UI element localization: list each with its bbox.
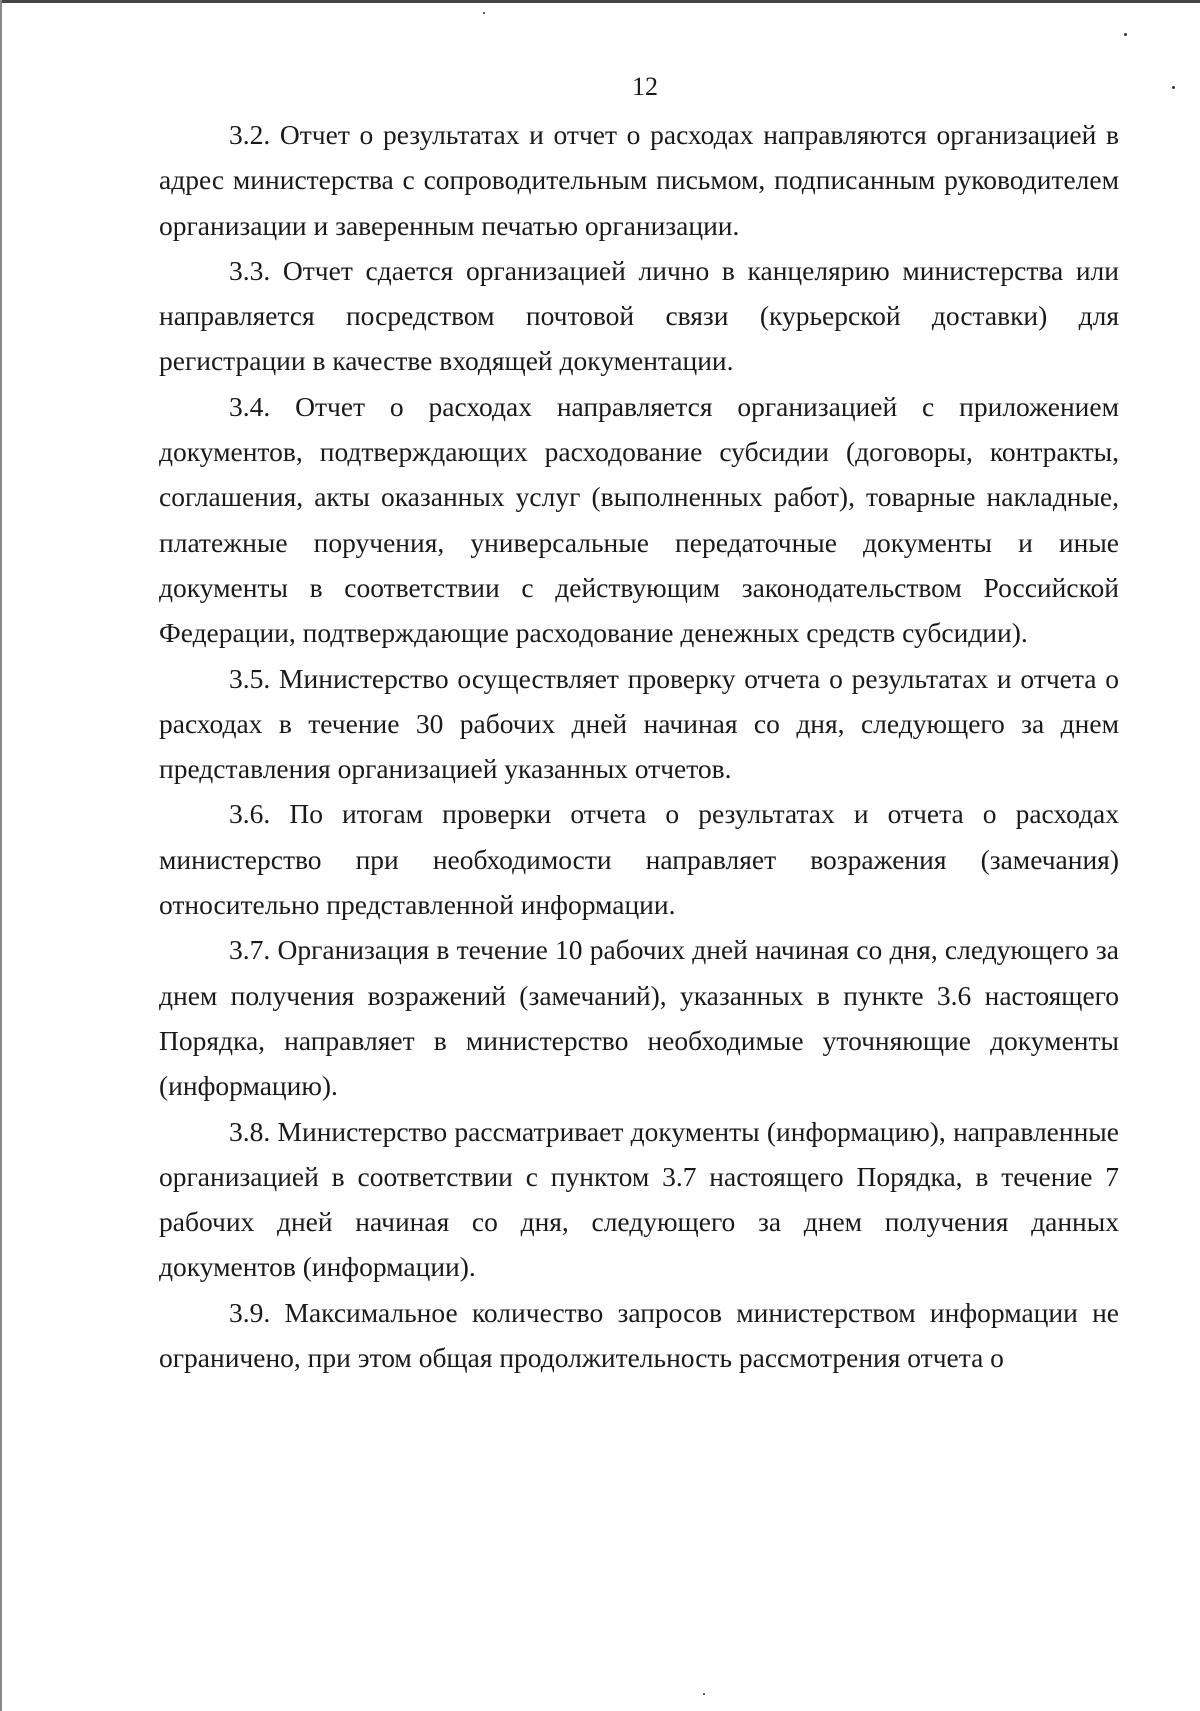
paragraph-3-3: 3.3. Отчет сдается организацией лично в канцелярию министерства или направляется посредством почтовой связи (курьерской доставки) для регистрации в качестве входящей документации. [159, 254, 1119, 377]
paragraph-3-6: 3.6. По итогам проверки отчета о результатах и отчета о расходах министерство при необходимости направляет возражения (замечания) относительно представленной информации. [159, 798, 1119, 921]
scan-speck [1124, 33, 1127, 36]
paragraph-3-5: 3.5. Министерство осуществляет проверку отчета о результатах и отчета о расходах в течение 30 рабочих дней начиная со дня, следующего за днем представления организацией указанных отчетов. [159, 662, 1119, 785]
scan-border-top [0, 0, 1200, 3]
scan-speck [1172, 86, 1175, 89]
paragraph-3-8: 3.8. Министерство рассматривает документы (информацию), направленные организацией в соответствии с пунктом 3.7 настоящего Порядка, в течение 7 рабочих дней начиная со дня, следующего за днем получения данных документов (информации). [159, 1115, 1119, 1283]
page-number: 12 [632, 72, 658, 101]
paragraph-3-9: 3.9. Максимальное количество запросов министерством информации не ограничено, при этом общая продолжительность рассмотрения отчета о [159, 1296, 1119, 1374]
scan-speck [703, 1693, 705, 1695]
scan-border-left [0, 0, 2, 1711]
paragraph-3-2: 3.2. Отчет о результатах и отчет о расходах направляются организацией в адрес министерства с сопроводительным письмом, подписанным руководителем организации и заверенным печатью организации. [159, 119, 1119, 241]
scan-speck [483, 12, 485, 14]
document-body [159, 112, 1119, 1380]
paragraph-3-4: 3.4. Отчет о расходах направляется организацией с приложением документов, подтверждающих расходование субсидии (договоры, контракты, соглашения, акты оказанных услуг (выполненных работ), товарные накладные, платежные поручения, универсальные передаточные документы и иные документы в соответствии с действующим законодательством Российской Федерации, подтверждающие расходование денежных средств субсидии). [159, 390, 1119, 649]
paragraph-3-7: 3.7. Организация в течение 10 рабочих дней начиная со дня, следующего за днем получения возражений (замечаний), указанных в пункте 3.6 настоящего Порядка, направляет в министерство необходимые уточняющие документы (информацию). [159, 934, 1119, 1102]
